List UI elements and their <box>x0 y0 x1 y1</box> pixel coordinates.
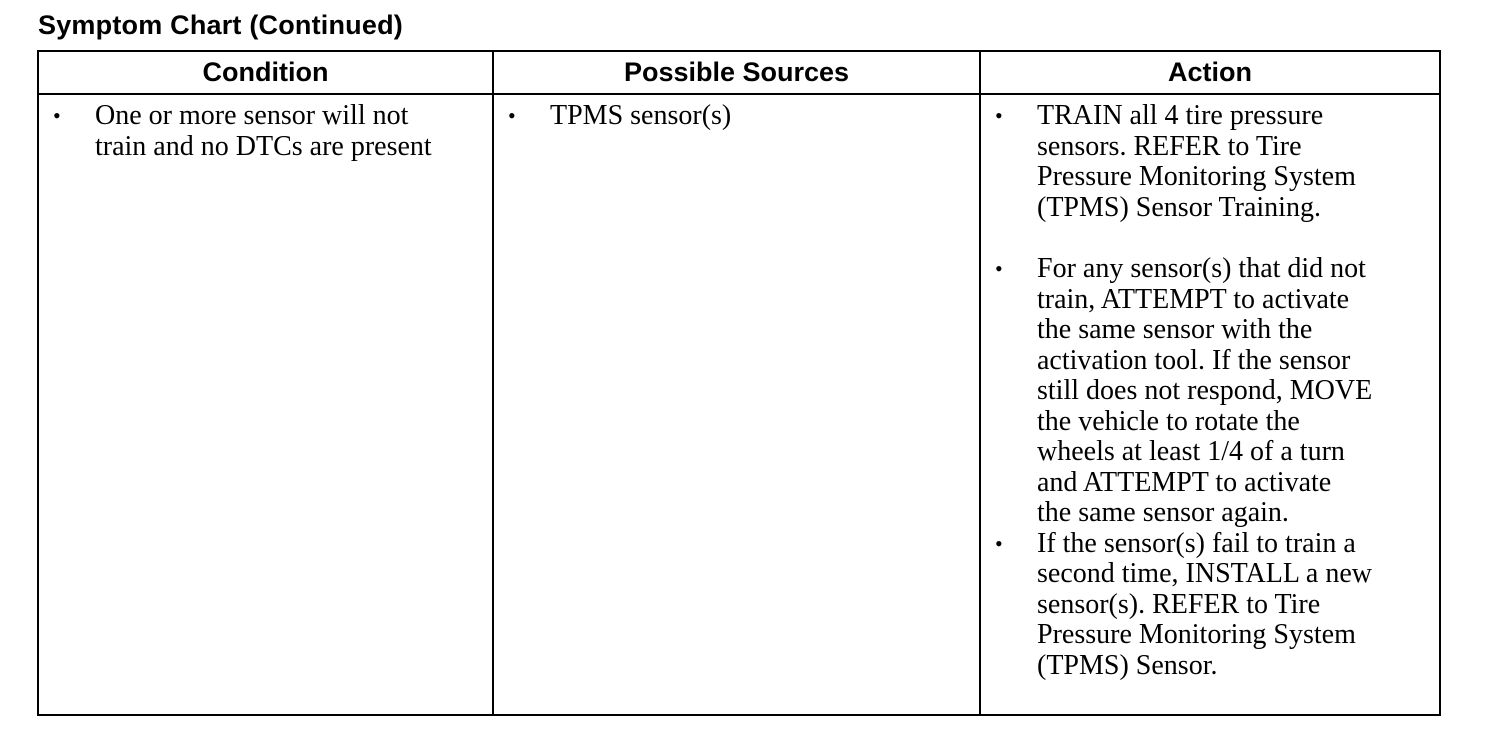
action-text-activate-sensor: For any sensor(s) that did not train, ATTEMPT to activate the same sensor with the activation tool. If the sensor still does not respond, MOVE the vehicle to rotate the wheels at least 1/4 of a turn and ATTEMPT to activate the same sensor again. <box>1037 253 1373 528</box>
page-title: Symptom Chart (Continued) <box>38 10 403 40</box>
table-row <box>38 94 1440 715</box>
column-header-condition: Condition <box>38 51 493 94</box>
action-list <box>991 101 1429 681</box>
bullet-icon: • <box>995 103 1003 128</box>
bullet-icon: • <box>995 530 1003 556</box>
column-header-possible-sources: Possible Sources <box>493 51 980 94</box>
list-item <box>504 101 969 132</box>
action-text-train-sensors: TRAIN all 4 tire pressure sensors. REFER to Tire Pressure Monitoring System (TPMS) Sensor Training. <box>1037 100 1356 223</box>
bullet-icon: • <box>995 256 1003 281</box>
column-header-action: Action <box>980 51 1440 94</box>
condition-cell <box>38 94 493 715</box>
action-cell <box>980 94 1440 715</box>
action-text-install-sensor: If the sensor(s) fail to train a second time, INSTALL a new sensor(s). REFER to Tire Pressure Monitoring System (TPMS) Sensor. <box>1037 527 1372 681</box>
symptom-chart-table <box>37 50 1441 716</box>
possible-sources-list <box>504 101 969 132</box>
condition-text: One or more sensor will not train and no DTCs are present <box>95 100 432 162</box>
list-item <box>991 254 1429 529</box>
bullet-icon: • <box>53 103 61 128</box>
bullet-icon: • <box>508 103 516 128</box>
possible-source-text: TPMS sensor(s) <box>550 100 732 131</box>
list-item <box>991 101 1429 223</box>
list-item <box>49 101 482 162</box>
table-header-row <box>38 51 1440 94</box>
condition-list <box>49 101 482 162</box>
possible-sources-cell <box>493 94 980 715</box>
list-item <box>991 529 1429 682</box>
